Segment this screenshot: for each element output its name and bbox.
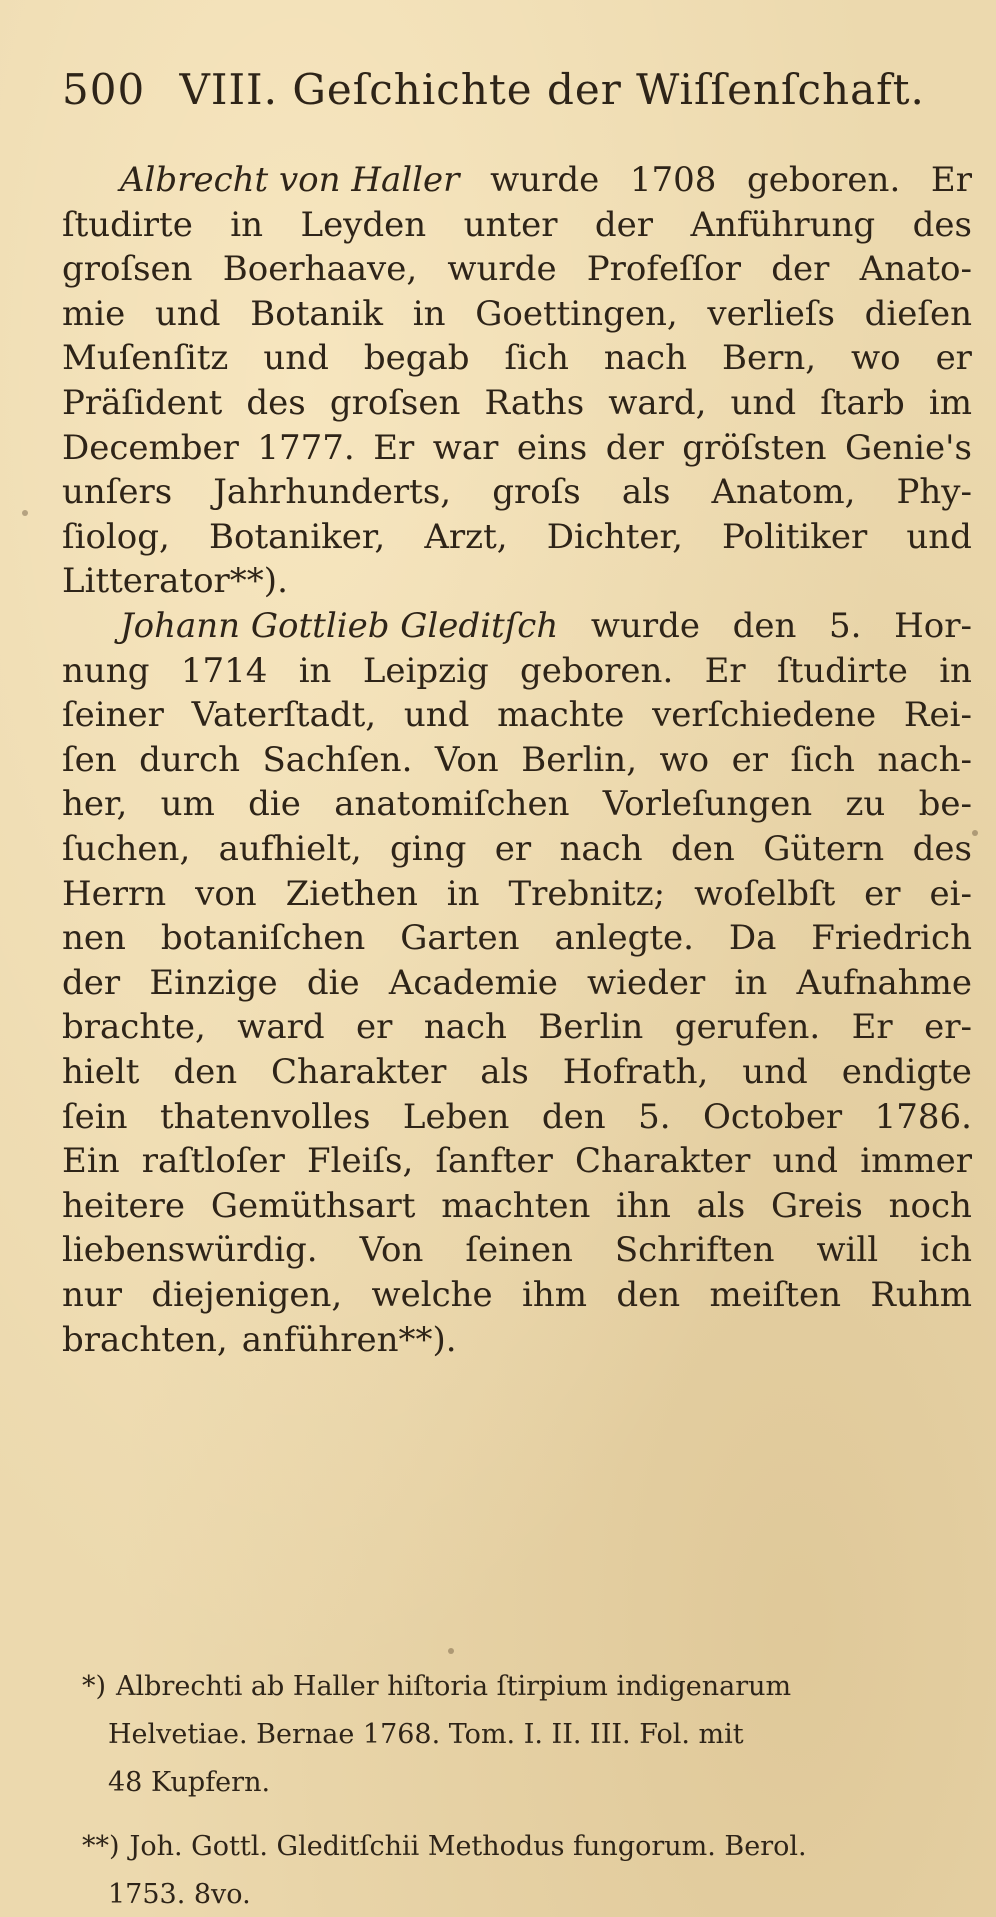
- text-line: [62, 203, 972, 247]
- word: anführen**).: [241, 1319, 457, 1360]
- ink-speck: [972, 830, 978, 836]
- word: ſein: [62, 1096, 128, 1137]
- word: Er: [851, 1007, 893, 1048]
- word: eins: [516, 427, 588, 468]
- word: Charakter: [271, 1052, 447, 1092]
- word: in: [298, 650, 332, 691]
- word: nen: [62, 918, 126, 959]
- word: des: [912, 829, 972, 869]
- text-line: [62, 247, 972, 291]
- word: und: [403, 695, 470, 736]
- word: Ruhm: [870, 1275, 972, 1315]
- word: ſtudirte: [777, 650, 908, 691]
- word: er-: [924, 1007, 972, 1048]
- ink-speck: [448, 1648, 454, 1654]
- word: verſchiedene: [652, 695, 877, 736]
- word: botaniſchen: [160, 918, 366, 959]
- page-number: 500: [62, 65, 146, 114]
- word: und: [906, 516, 972, 557]
- text-line: [62, 1095, 972, 1139]
- word: geboren.: [520, 650, 674, 691]
- word: ſtarb: [820, 383, 905, 423]
- word: 5.: [829, 606, 862, 646]
- word: und: [730, 383, 797, 423]
- word: ſich: [504, 338, 569, 379]
- word: den: [671, 829, 735, 869]
- footnote-line: [82, 1828, 807, 1866]
- word: als: [480, 1052, 529, 1092]
- word: Von: [359, 1230, 424, 1271]
- word: Charakter: [574, 1141, 751, 1182]
- word: Arzt,: [424, 516, 508, 557]
- word: ich: [920, 1230, 972, 1271]
- word: im: [928, 383, 972, 423]
- word: hielt: [62, 1052, 140, 1092]
- word: er: [356, 1007, 393, 1048]
- word: gröſsten: [682, 427, 827, 468]
- word: noch: [888, 1185, 972, 1226]
- word: ging: [390, 829, 467, 869]
- word: und: [154, 293, 221, 334]
- word: die: [248, 784, 301, 825]
- word: ſtudirte: [62, 204, 193, 245]
- word: Vorleſungen: [602, 784, 813, 825]
- word: als: [621, 472, 671, 513]
- footnote-text: Helvetiae. Bernae 1768. Tom. I. II. III. Fol. mit: [108, 1719, 744, 1750]
- word: Greis: [771, 1185, 863, 1226]
- word: Vaterſtadt,: [191, 695, 377, 736]
- word: Ein: [62, 1141, 120, 1182]
- word: Er: [373, 427, 415, 468]
- word: December: [62, 427, 239, 468]
- footnote-text: Albrechti ab Haller hiſtoria ſtirpium indigenarum: [116, 1671, 792, 1702]
- word: wurde: [490, 160, 600, 200]
- word: Jahrhunderts,: [213, 472, 452, 513]
- word: anlegte.: [554, 918, 694, 959]
- word: war: [432, 427, 499, 468]
- word: be-: [918, 784, 972, 825]
- word: nach: [603, 338, 687, 379]
- word: nur: [62, 1275, 123, 1315]
- chapter-title: VIII. Geſchichte der Wiſſenſchaft.: [179, 65, 925, 114]
- word: Trebnitz;: [508, 873, 666, 914]
- word: er: [864, 873, 901, 914]
- word: unter: [463, 204, 558, 245]
- word: nach: [423, 1007, 507, 1048]
- word: brachten,: [62, 1319, 228, 1360]
- footnote-text: 1753. 8vo.: [108, 1879, 251, 1910]
- word: von: [195, 873, 257, 914]
- person-name: Albrecht von Haller: [120, 160, 460, 200]
- word: 1714: [180, 650, 268, 691]
- word: endigte: [841, 1052, 972, 1092]
- text-line: [120, 158, 972, 202]
- word: meiſten: [709, 1275, 841, 1315]
- word: unſers: [62, 472, 173, 513]
- word: der: [62, 962, 121, 1003]
- text-line: [62, 1273, 972, 1317]
- word: Herrn: [62, 873, 167, 914]
- word: Goettingen,: [475, 293, 678, 334]
- text-line: [62, 782, 972, 826]
- text-line: [62, 1228, 972, 1272]
- word: der: [771, 249, 830, 290]
- person-name: Johann Gottlieb Gleditſch: [120, 606, 559, 646]
- footnote-line: [82, 1668, 791, 1706]
- word: immer: [860, 1141, 972, 1182]
- text-line: [62, 827, 972, 871]
- word: Rei-: [903, 695, 972, 736]
- word: Garten: [400, 918, 520, 959]
- word: Berlin,: [521, 739, 638, 780]
- word: ſanfter: [435, 1141, 553, 1182]
- word: Leyden: [300, 204, 427, 245]
- word: nung: [62, 650, 150, 691]
- text-line: [62, 336, 972, 380]
- text-line: [62, 1318, 972, 1362]
- footnote-mark: *): [82, 1671, 107, 1702]
- word: ſeinen: [465, 1230, 573, 1271]
- word: ſeiner: [62, 695, 164, 736]
- word: 1786.: [874, 1096, 972, 1137]
- word: verlieſs: [707, 293, 835, 334]
- word: October: [703, 1096, 843, 1137]
- word: Friedrich: [811, 918, 972, 959]
- word: den: [173, 1052, 238, 1092]
- word: als: [696, 1185, 746, 1226]
- word: Anato-: [859, 249, 972, 290]
- word: groſsen: [62, 249, 193, 290]
- text-line: [62, 1139, 972, 1183]
- word: Anführung: [690, 204, 876, 245]
- word: in: [412, 293, 446, 334]
- text-line: [62, 916, 972, 960]
- word: Hofrath,: [562, 1052, 709, 1092]
- word: er: [731, 739, 768, 780]
- word: um: [160, 784, 215, 825]
- word: ward,: [608, 383, 707, 423]
- word: will: [816, 1230, 879, 1271]
- word: des: [912, 204, 972, 245]
- footnote-mark: **): [82, 1831, 120, 1862]
- word: Er: [704, 650, 746, 691]
- word: wieder: [587, 962, 706, 1003]
- word: Fleiſs,: [306, 1141, 414, 1182]
- word: der: [605, 427, 664, 468]
- text-line: [62, 693, 972, 737]
- footnote-line: [108, 1764, 270, 1802]
- word: ei-: [929, 873, 972, 914]
- word: Einzige: [149, 962, 278, 1003]
- word: die: [306, 962, 360, 1003]
- word: woſelbſt: [694, 873, 836, 914]
- word: er: [935, 338, 972, 379]
- word: ward: [237, 1007, 325, 1048]
- word: her,: [62, 784, 128, 825]
- word: Hor-: [894, 606, 972, 646]
- word: Leipzig: [362, 650, 489, 691]
- word: wo: [659, 739, 710, 780]
- word: Präſident: [62, 383, 223, 423]
- word: 1777.: [257, 427, 355, 468]
- text-line: [62, 1184, 972, 1228]
- word: und: [263, 338, 329, 379]
- word: Gemüthsart: [210, 1185, 416, 1226]
- word: 1708: [629, 160, 717, 200]
- word: den: [541, 1096, 606, 1137]
- word: Dichter,: [546, 516, 683, 557]
- word: Aufnahme: [796, 962, 972, 1003]
- footnote-text: 48 Kupfern.: [108, 1767, 271, 1798]
- word: wurde: [447, 249, 557, 290]
- running-header: [62, 62, 925, 118]
- text-line: [62, 1050, 972, 1094]
- text-line: [62, 426, 972, 470]
- word: und: [772, 1141, 839, 1182]
- word: ſiolog,: [62, 516, 170, 557]
- word: den: [616, 1275, 681, 1315]
- word: wurde: [590, 606, 700, 646]
- word: Anatom,: [711, 472, 856, 513]
- word: in: [230, 204, 264, 245]
- word: Sachſen.: [262, 739, 413, 780]
- text-line: [62, 1005, 972, 1049]
- word: Ziethen: [285, 873, 418, 914]
- word: ſen: [62, 739, 117, 780]
- text-line: [62, 292, 972, 336]
- word: Leben: [402, 1096, 510, 1137]
- word: Gütern: [763, 829, 885, 869]
- word: der: [594, 204, 654, 245]
- word: Schriften: [614, 1230, 775, 1271]
- word: nach: [559, 829, 643, 869]
- text-line: [62, 515, 972, 559]
- word: Academie: [388, 962, 558, 1003]
- word: thatenvolles: [159, 1096, 371, 1137]
- text-line: [120, 604, 972, 648]
- text-line: [62, 738, 972, 782]
- word: machte: [497, 695, 625, 736]
- word: aufhielt,: [218, 829, 362, 869]
- footnote-line: [108, 1716, 744, 1754]
- word: nach-: [877, 739, 972, 780]
- word: gerufen.: [674, 1007, 821, 1048]
- word: Bern,: [721, 338, 817, 379]
- word: Boerhaave,: [222, 249, 418, 290]
- word: Botanik: [250, 293, 384, 334]
- word: Muſenſitz: [62, 338, 229, 379]
- word: anatomiſchen: [334, 784, 570, 825]
- word: heitere: [62, 1185, 186, 1226]
- word: Profeſſor: [586, 249, 741, 290]
- word: in: [734, 962, 768, 1003]
- word: Litterator**).: [62, 561, 288, 602]
- word: Von: [434, 739, 499, 780]
- word: Berlin: [538, 1007, 644, 1048]
- word: den: [732, 606, 797, 646]
- word: Genie's: [844, 427, 972, 468]
- word: groſsen: [329, 383, 461, 423]
- word: Da: [728, 918, 777, 959]
- word: des: [246, 383, 306, 423]
- word: welche: [371, 1275, 493, 1315]
- text-line: [62, 559, 972, 603]
- word: durch: [139, 739, 240, 780]
- word: 5.: [638, 1096, 671, 1137]
- word: Er: [930, 160, 972, 200]
- ink-speck: [22, 510, 28, 516]
- word: Botaniker,: [208, 516, 386, 557]
- word: brachte,: [62, 1007, 206, 1048]
- text-line: [62, 470, 972, 514]
- word: zu: [845, 784, 886, 825]
- word: dieſen: [864, 293, 972, 334]
- word: ſich: [790, 739, 855, 780]
- word: in: [939, 650, 972, 691]
- word: geboren.: [747, 160, 901, 200]
- word: machten: [441, 1185, 591, 1226]
- word: Raths: [484, 383, 585, 423]
- word: Phy-: [896, 472, 972, 513]
- word: in: [446, 873, 480, 914]
- text-line: [62, 961, 972, 1005]
- word: Politiker: [722, 516, 868, 557]
- word: ihn: [616, 1185, 671, 1226]
- word: begab: [363, 338, 470, 379]
- text-line: [62, 872, 972, 916]
- word: er: [494, 829, 532, 869]
- word: diejenigen,: [151, 1275, 343, 1315]
- word: ſuchen,: [62, 829, 191, 869]
- text-line: [62, 381, 972, 425]
- word: raſtloſer: [141, 1141, 285, 1182]
- word: groſs: [492, 472, 581, 513]
- word: und: [742, 1052, 808, 1092]
- word: wo: [851, 338, 901, 379]
- word: mie: [62, 293, 126, 334]
- footnote-text: Joh. Gottl. Gleditſchii Methodus fungorum. Berol.: [129, 1831, 807, 1862]
- text-line: [62, 649, 972, 693]
- word: liebenswürdig.: [62, 1230, 318, 1271]
- word: ihm: [522, 1275, 588, 1315]
- footnote-line: [108, 1876, 251, 1914]
